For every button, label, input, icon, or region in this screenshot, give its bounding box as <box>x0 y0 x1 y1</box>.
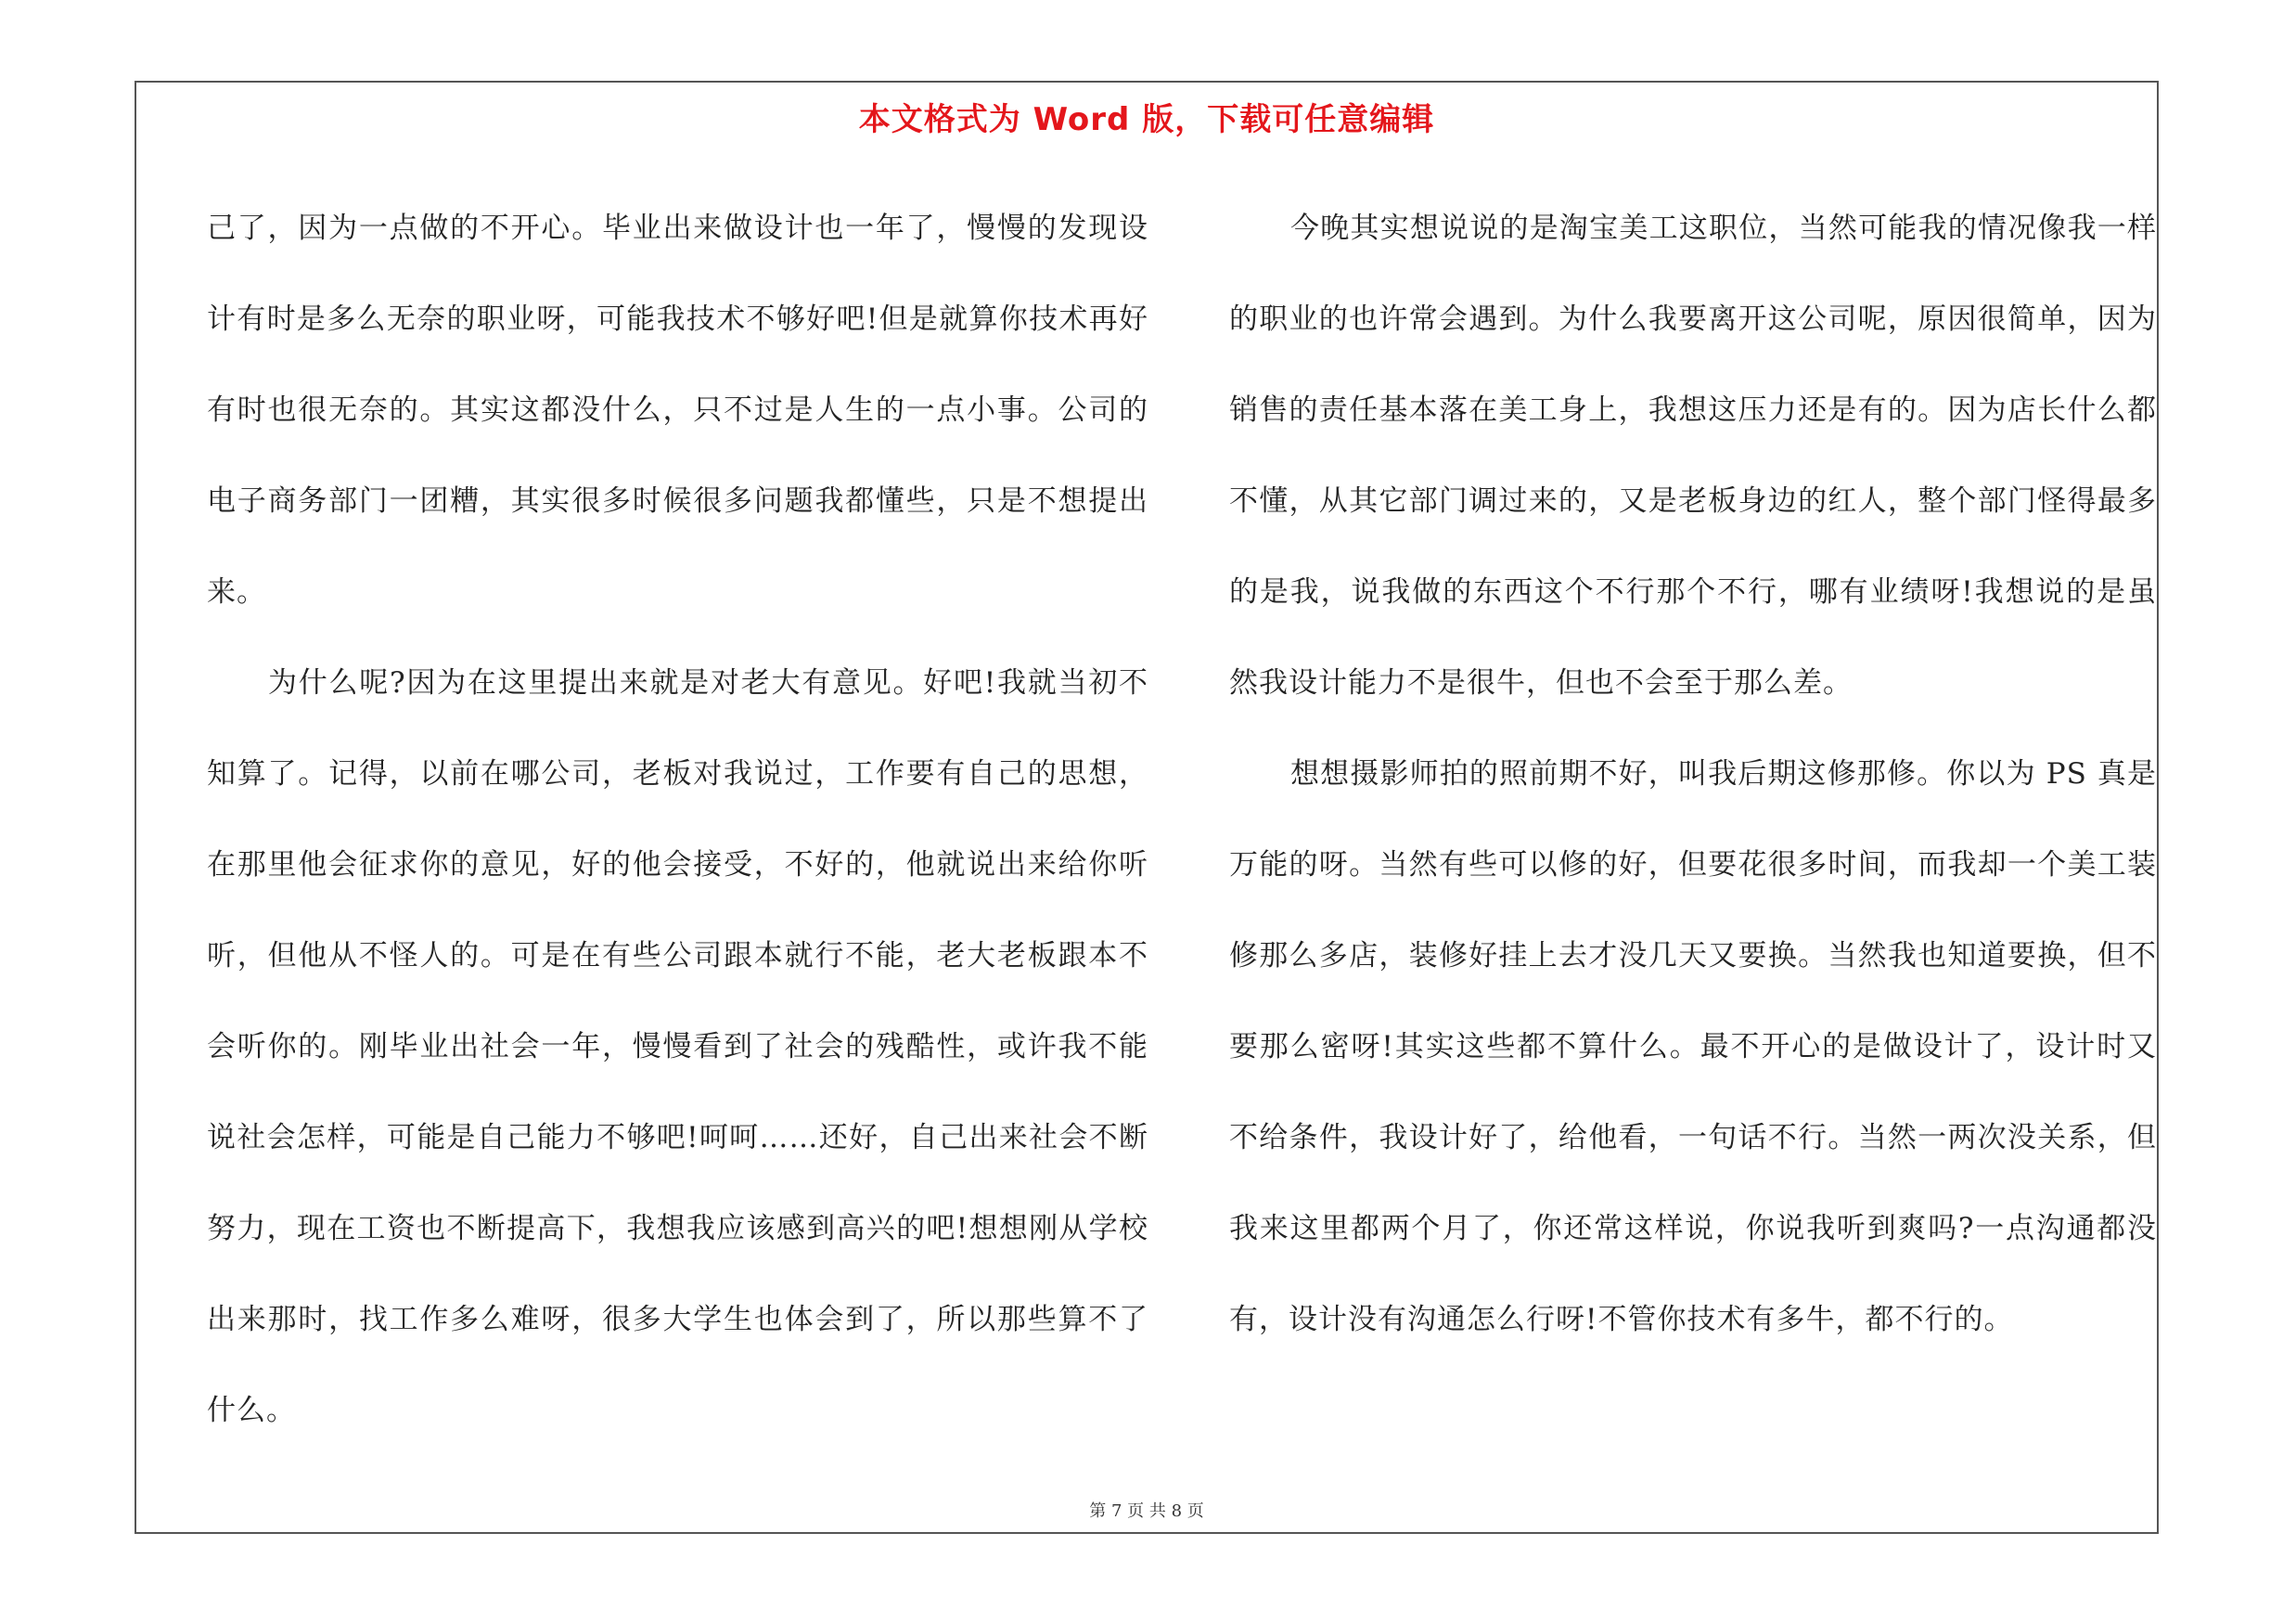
right-column <box>1229 183 2157 1365</box>
left-column <box>207 183 1148 1456</box>
paragraph: 今晚其实想说说的是淘宝美工这职位，当然可能我的情况像我一样的职业的也许常会遇到。为什么我要离开这公司呢，原因很简单，因为销售的责任基本落在美工身上，我想这压力还是有的。因为店长什么都不懂，从其它部门调过来的，又是老板身边的红人，整个部门怪得最多的是我，说我做的东西这个不行那个不行，哪有业绩呀!我想说的是虽然我设计能力不是很牛，但也不会至于那么差。 <box>1229 212 2157 700</box>
paragraph: 想想摄影师拍的照前期不好，叫我后期这修那修。你以为 PS 真是万能的呀。当然有些可以修的好，但要花很多时间，而我却一个美工装修那么多店，装修好挂上去才没几天又要换。当然我也知道要换，但不要那么密呀!其实这些都不算什么。最不开心的是做设计了，设计时又不给条件，我设计好了，给他看，一句话不行。当然一两次没关系，但我来这里都两个月了，你还常这样说，你说我听到爽吗?一点沟通都没有，设计没有沟通怎么行呀!不管你技术有多牛，都不行的。 <box>1229 757 2157 1336</box>
word-format-banner: 本文格式为 Word 版，下载可任意编辑 <box>858 101 1435 138</box>
page-number: 第 7 页 共 8 页 <box>1089 1501 1204 1521</box>
page-frame <box>135 81 2159 1534</box>
paragraph: 己了，因为一点做的不开心。毕业出来做设计也一年了，慢慢的发现设计有时是多么无奈的职业呀，可能我技术不够好吧!但是就算你技术再好有时也很无奈的。其实这都没什么，只不过是人生的一点小事。公司的电子商务部门一团糟，其实很多时候很多问题我都懂些，只是不想提出来。 <box>207 212 1148 609</box>
paragraph: 为什么呢?因为在这里提出来就是对老大有意见。好吧!我就当初不知算了。记得，以前在哪公司，老板对我说过，工作要有自己的思想，在那里他会征求你的意见，好的他会接受，不好的，他就说出来给你听听，但他从不怪人的。可是在有些公司跟本就行不能，老大老板跟本不会听你的。刚毕业出社会一年，慢慢看到了社会的残酷性，或许我不能说社会怎样，可能是自己能力不够吧!呵呵……还好，自己出来社会不断努力，现在工资也不断提高下，我想我应该感到高兴的吧!想想刚从学校出来那时，找工作多么难呀，很多大学生也体会到了，所以那些算不了什么。 <box>207 666 1148 1427</box>
